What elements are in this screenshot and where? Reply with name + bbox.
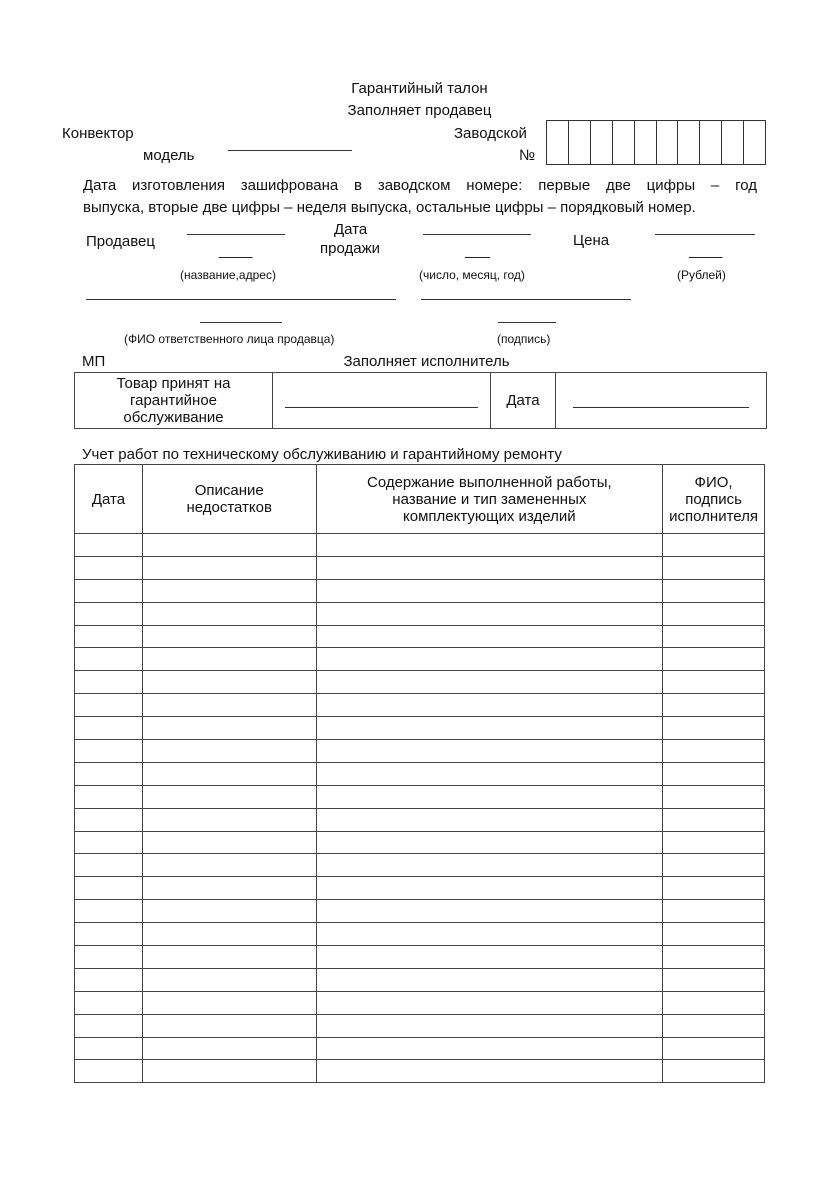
table-row [75, 740, 765, 763]
work-cell[interactable] [316, 968, 663, 991]
date-cell[interactable] [75, 785, 143, 808]
serial-digit-cell[interactable] [547, 121, 569, 164]
date-cell[interactable] [75, 625, 143, 648]
defects-cell[interactable] [142, 694, 316, 717]
seller-label: Продавец [86, 233, 155, 250]
responsible-person-hint: (ФИО ответственного лица продавца) [124, 332, 335, 346]
work-cell[interactable] [316, 785, 663, 808]
sale-date-label-line2: продажи [320, 240, 380, 257]
work-cell[interactable] [316, 877, 663, 900]
column-header-work-performed: Содержание выполненной работы, название и тип замененных комплектующих изделий [316, 465, 663, 534]
work-cell[interactable] [316, 694, 663, 717]
defects-cell[interactable] [142, 808, 316, 831]
executor-cell[interactable] [663, 671, 765, 694]
table-row [75, 579, 765, 602]
defects-cell[interactable] [142, 1037, 316, 1060]
defects-cell[interactable] [142, 831, 316, 854]
table-row [75, 1060, 765, 1083]
price-dash: ____ [689, 242, 723, 259]
work-cell[interactable] [316, 602, 663, 625]
date-cell[interactable] [75, 900, 143, 923]
work-cell[interactable] [316, 991, 663, 1014]
executor-cell[interactable] [663, 579, 765, 602]
table-row [75, 808, 765, 831]
table-row [75, 991, 765, 1014]
acceptance-date-field[interactable] [556, 373, 767, 429]
sale-date-hint: (число, месяц, год) [419, 268, 525, 282]
work-cell[interactable] [316, 854, 663, 877]
responsible-person-field-line[interactable] [86, 299, 396, 300]
date-cell[interactable] [75, 602, 143, 625]
work-cell[interactable] [316, 923, 663, 946]
defects-cell[interactable] [142, 968, 316, 991]
defects-cell[interactable] [142, 579, 316, 602]
work-cell[interactable] [316, 762, 663, 785]
seller-hint: (название,адрес) [180, 268, 276, 282]
product-label: Конвектор [62, 125, 134, 142]
table-row [75, 831, 765, 854]
defects-cell[interactable] [142, 762, 316, 785]
model-label: модель [143, 147, 195, 164]
defects-cell[interactable] [142, 923, 316, 946]
work-cell[interactable] [316, 808, 663, 831]
service-log-table [74, 464, 765, 1083]
signature-hint: (подпись) [497, 332, 551, 346]
executor-cell[interactable] [663, 1014, 765, 1037]
sale-date-field-line[interactable] [423, 234, 531, 235]
executor-cell[interactable] [663, 991, 765, 1014]
date-cell[interactable] [75, 808, 143, 831]
price-label: Цена [573, 232, 610, 249]
serial-label: Заводской [454, 125, 527, 142]
date-cell[interactable] [75, 762, 143, 785]
accepted-for-service-label: Товар принят на гарантийное обслуживание [75, 373, 273, 429]
executor-cell[interactable] [663, 534, 765, 557]
document-title: Гарантийный талон [351, 80, 488, 97]
serial-digit-cell[interactable] [722, 121, 744, 164]
table-row [75, 785, 765, 808]
signature-field-line[interactable] [421, 299, 631, 300]
date-cell[interactable] [75, 556, 143, 579]
seller-dash: ____ [219, 242, 253, 259]
acceptance-date-label: Дата [491, 373, 556, 429]
serial-digit-cell[interactable] [657, 121, 679, 164]
defects-cell[interactable] [142, 648, 316, 671]
seller-section-heading: Заполняет продавец [347, 102, 492, 119]
table-row [75, 694, 765, 717]
date-cell[interactable] [75, 1060, 143, 1083]
defects-cell[interactable] [142, 671, 316, 694]
defects-cell[interactable] [142, 1060, 316, 1083]
defects-cell[interactable] [142, 740, 316, 763]
stamp-label: МП [82, 353, 106, 370]
serial-digit-cell[interactable] [678, 121, 700, 164]
date-cell[interactable] [75, 694, 143, 717]
work-cell[interactable] [316, 946, 663, 969]
table-row [75, 946, 765, 969]
defects-cell[interactable] [142, 556, 316, 579]
work-cell[interactable] [316, 671, 663, 694]
table-row [75, 671, 765, 694]
executor-cell[interactable] [663, 556, 765, 579]
sale-date-dash: ___ [465, 242, 491, 259]
date-cell[interactable] [75, 1014, 143, 1037]
price-field-line[interactable] [655, 234, 755, 235]
table-row [75, 1037, 765, 1060]
table-row [75, 762, 765, 785]
date-cell[interactable] [75, 946, 143, 969]
sale-date-label: Дата [334, 221, 368, 238]
executor-cell[interactable] [663, 762, 765, 785]
work-cell[interactable] [316, 534, 663, 557]
defects-cell[interactable] [142, 877, 316, 900]
executor-section-heading: Заполняет исполнитель [343, 353, 510, 370]
table-row [75, 602, 765, 625]
table-row [75, 900, 765, 923]
seller-field-line[interactable] [187, 234, 285, 235]
table-row [75, 625, 765, 648]
serial-digit-cell[interactable] [744, 121, 765, 164]
accepted-for-service-field[interactable] [273, 373, 491, 429]
table-row [75, 923, 765, 946]
defects-cell[interactable] [142, 717, 316, 740]
date-cell[interactable] [75, 854, 143, 877]
table-row [75, 1014, 765, 1037]
date-cell[interactable] [75, 877, 143, 900]
work-cell[interactable] [316, 648, 663, 671]
price-hint: (Рублей) [677, 268, 726, 282]
executor-cell[interactable] [663, 1060, 765, 1083]
serial-digit-cell[interactable] [635, 121, 657, 164]
executor-cell[interactable] [663, 1037, 765, 1060]
serial-number-boxes[interactable] [546, 120, 766, 165]
serial-digit-cell[interactable] [700, 121, 722, 164]
executor-cell[interactable] [663, 968, 765, 991]
date-cell[interactable] [75, 923, 143, 946]
work-cell[interactable] [316, 900, 663, 923]
defects-cell[interactable] [142, 946, 316, 969]
serial-digit-cell[interactable] [591, 121, 613, 164]
defects-cell[interactable] [142, 854, 316, 877]
serial-digit-cell[interactable] [613, 121, 635, 164]
executor-cell[interactable] [663, 946, 765, 969]
table-row [75, 717, 765, 740]
date-cell[interactable] [75, 671, 143, 694]
acceptance-table [74, 372, 767, 429]
work-cell[interactable] [316, 1014, 663, 1037]
manufacture-note-line2: выпуска, вторые две цифры – неделя выпуска, остальные цифры – порядковый номер. [83, 199, 696, 216]
table-row [75, 648, 765, 671]
executor-cell[interactable] [663, 785, 765, 808]
executor-cell[interactable] [663, 923, 765, 946]
executor-cell[interactable] [663, 808, 765, 831]
executor-cell[interactable] [663, 602, 765, 625]
model-field-line[interactable] [228, 150, 352, 151]
serial-number-sign: № [519, 147, 536, 164]
defects-cell[interactable] [142, 900, 316, 923]
date-cell[interactable] [75, 991, 143, 1014]
executor-cell[interactable] [663, 831, 765, 854]
work-cell[interactable] [316, 717, 663, 740]
defects-cell[interactable] [142, 991, 316, 1014]
table-row [75, 556, 765, 579]
date-cell[interactable] [75, 968, 143, 991]
serial-digit-cell[interactable] [569, 121, 591, 164]
executor-cell[interactable] [663, 717, 765, 740]
responsible-person-short-line [200, 322, 282, 323]
date-cell[interactable] [75, 717, 143, 740]
executor-cell[interactable] [663, 648, 765, 671]
defects-cell[interactable] [142, 534, 316, 557]
work-cell[interactable] [316, 556, 663, 579]
date-cell[interactable] [75, 1037, 143, 1060]
service-log-title: Учет работ по техническому обслуживанию и гарантийному ремонту [82, 446, 562, 463]
table-row [75, 968, 765, 991]
executor-cell[interactable] [663, 694, 765, 717]
column-header-executor: ФИО, подпись исполнителя [663, 465, 765, 534]
work-cell[interactable] [316, 625, 663, 648]
work-cell[interactable] [316, 831, 663, 854]
column-header-date: Дата [75, 465, 143, 534]
work-cell[interactable] [316, 579, 663, 602]
date-cell[interactable] [75, 648, 143, 671]
defects-cell[interactable] [142, 785, 316, 808]
date-cell[interactable] [75, 579, 143, 602]
work-cell[interactable] [316, 1037, 663, 1060]
executor-cell[interactable] [663, 900, 765, 923]
date-cell[interactable] [75, 534, 143, 557]
date-cell[interactable] [75, 740, 143, 763]
signature-short-line [498, 322, 556, 323]
work-cell[interactable] [316, 1060, 663, 1083]
manufacture-note-line1: Дата изготовления зашифрована в заводском номере: первые две цифры – год [83, 177, 757, 194]
table-row [75, 854, 765, 877]
column-header-defects: Описание недостатков [142, 465, 316, 534]
executor-cell[interactable] [663, 854, 765, 877]
defects-cell[interactable] [142, 602, 316, 625]
executor-cell[interactable] [663, 625, 765, 648]
executor-cell[interactable] [663, 740, 765, 763]
work-cell[interactable] [316, 740, 663, 763]
defects-cell[interactable] [142, 1014, 316, 1037]
date-cell[interactable] [75, 831, 143, 854]
defects-cell[interactable] [142, 625, 316, 648]
table-row [75, 877, 765, 900]
table-row [75, 534, 765, 557]
executor-cell[interactable] [663, 877, 765, 900]
